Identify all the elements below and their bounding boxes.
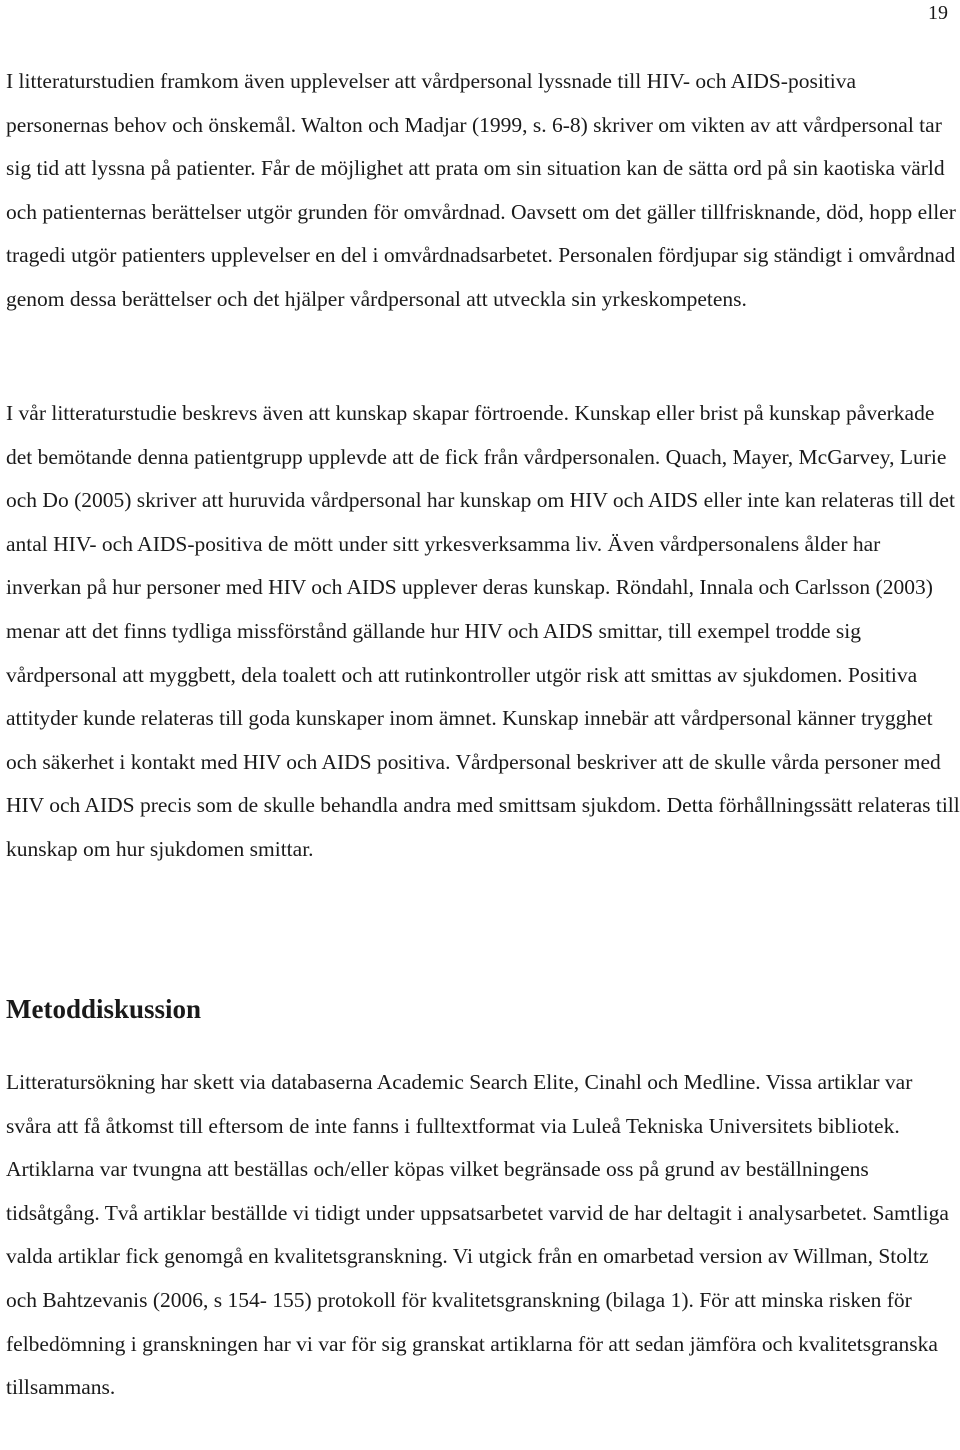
body-paragraph-1: I litteraturstudien framkom även upplevelser att vårdpersonal lyssnade till HIV- och AIDS-positiva personernas behov och önskemål. Walton och Madjar (1999, s. 6-8) skriver om vikten av att vårdpersonal tar sig tid att lyssna på patienter. Får de möjlighet att prata om sin situation kan de sätta ord på sin kaotiska värld och patienternas berättelser utgör grunden för omvårdnad. Oavsett om det gäller tillfrisknande, död, hopp eller tragedi utgör patienters upplevelser en del i omvårdnadsarbetet. Personalen fördjupar sig ständigt i omvårdnad genom dessa berättelser och det hjälper vårdpersonal att utveckla sin yrkeskompetens. <box>6 69 956 311</box>
section-paragraph: Litteratursökning har skett via databaserna Academic Search Elite, Cinahl och Medline. Vissa artiklar var svåra att få åtkomst till eftersom de inte fanns i fulltextformat via Luleå Tekniska Universitets bibliotek. Artiklarna var tvungna att beställas och/eller köpas vilket begränsade oss på grund av beställningens tidsåtgång. Två artiklar beställde vi tidigt under uppsatsarbetet varvid de har deltagit i analysarbetet. Samtliga valda artiklar fick genomgå en kvalitetsgranskning. Vi utgick från en omarbetad version av Willman, Stoltz och Bahtzevanis (2006, s 154- 155) protokoll för kvalitetsgranskning (bilaga 1). För att minska risken för felbedömning i granskningen har vi var för sig granskat artiklarna för att sedan jämföra och kvalitetsgranska tillsammans. <box>6 1070 949 1400</box>
body-paragraph-2: I vår litteraturstudie beskrevs även att kunskap skapar förtroende. Kunskap eller brist på kunskap påverkade det bemötande denna patientgrupp upplevde att de fick från vårdpersonalen. Quach, Mayer, McGarvey, Lurie och Do (2005) skriver att huruvida vårdpersonal har kunskap om HIV och AIDS eller inte kan relateras till det antal HIV- och AIDS-positiva de mött under sitt yrkesverksamma liv. Även vårdpersonalens ålder har inverkan på hur personer med HIV och AIDS upplever deras kunskap. Röndahl, Innala och Carlsson (2003) menar att det finns tydliga missförstånd gällande hur HIV och AIDS smittar, till exempel trodde sig vårdpersonal att myggbett, dela toalett och att rutinkontroller utgör risk att smittas av sjukdomen. Positiva attityder kunde relateras till goda kunskaper inom ämnet. Kunskap innebär att vårdpersonal känner trygghet och säkerhet i kontakt med HIV och AIDS positiva. Vårdpersonal beskriver att de skulle vårda personer med HIV och AIDS precis som de skulle behandla andra med smittsam sjukdom. Detta förhållningssätt relateras till kunskap om hur sjukdomen smittar. <box>6 401 960 861</box>
section-heading-metoddiskussion: Metoddiskussion <box>6 994 202 1024</box>
page-number: 19 <box>928 2 948 24</box>
